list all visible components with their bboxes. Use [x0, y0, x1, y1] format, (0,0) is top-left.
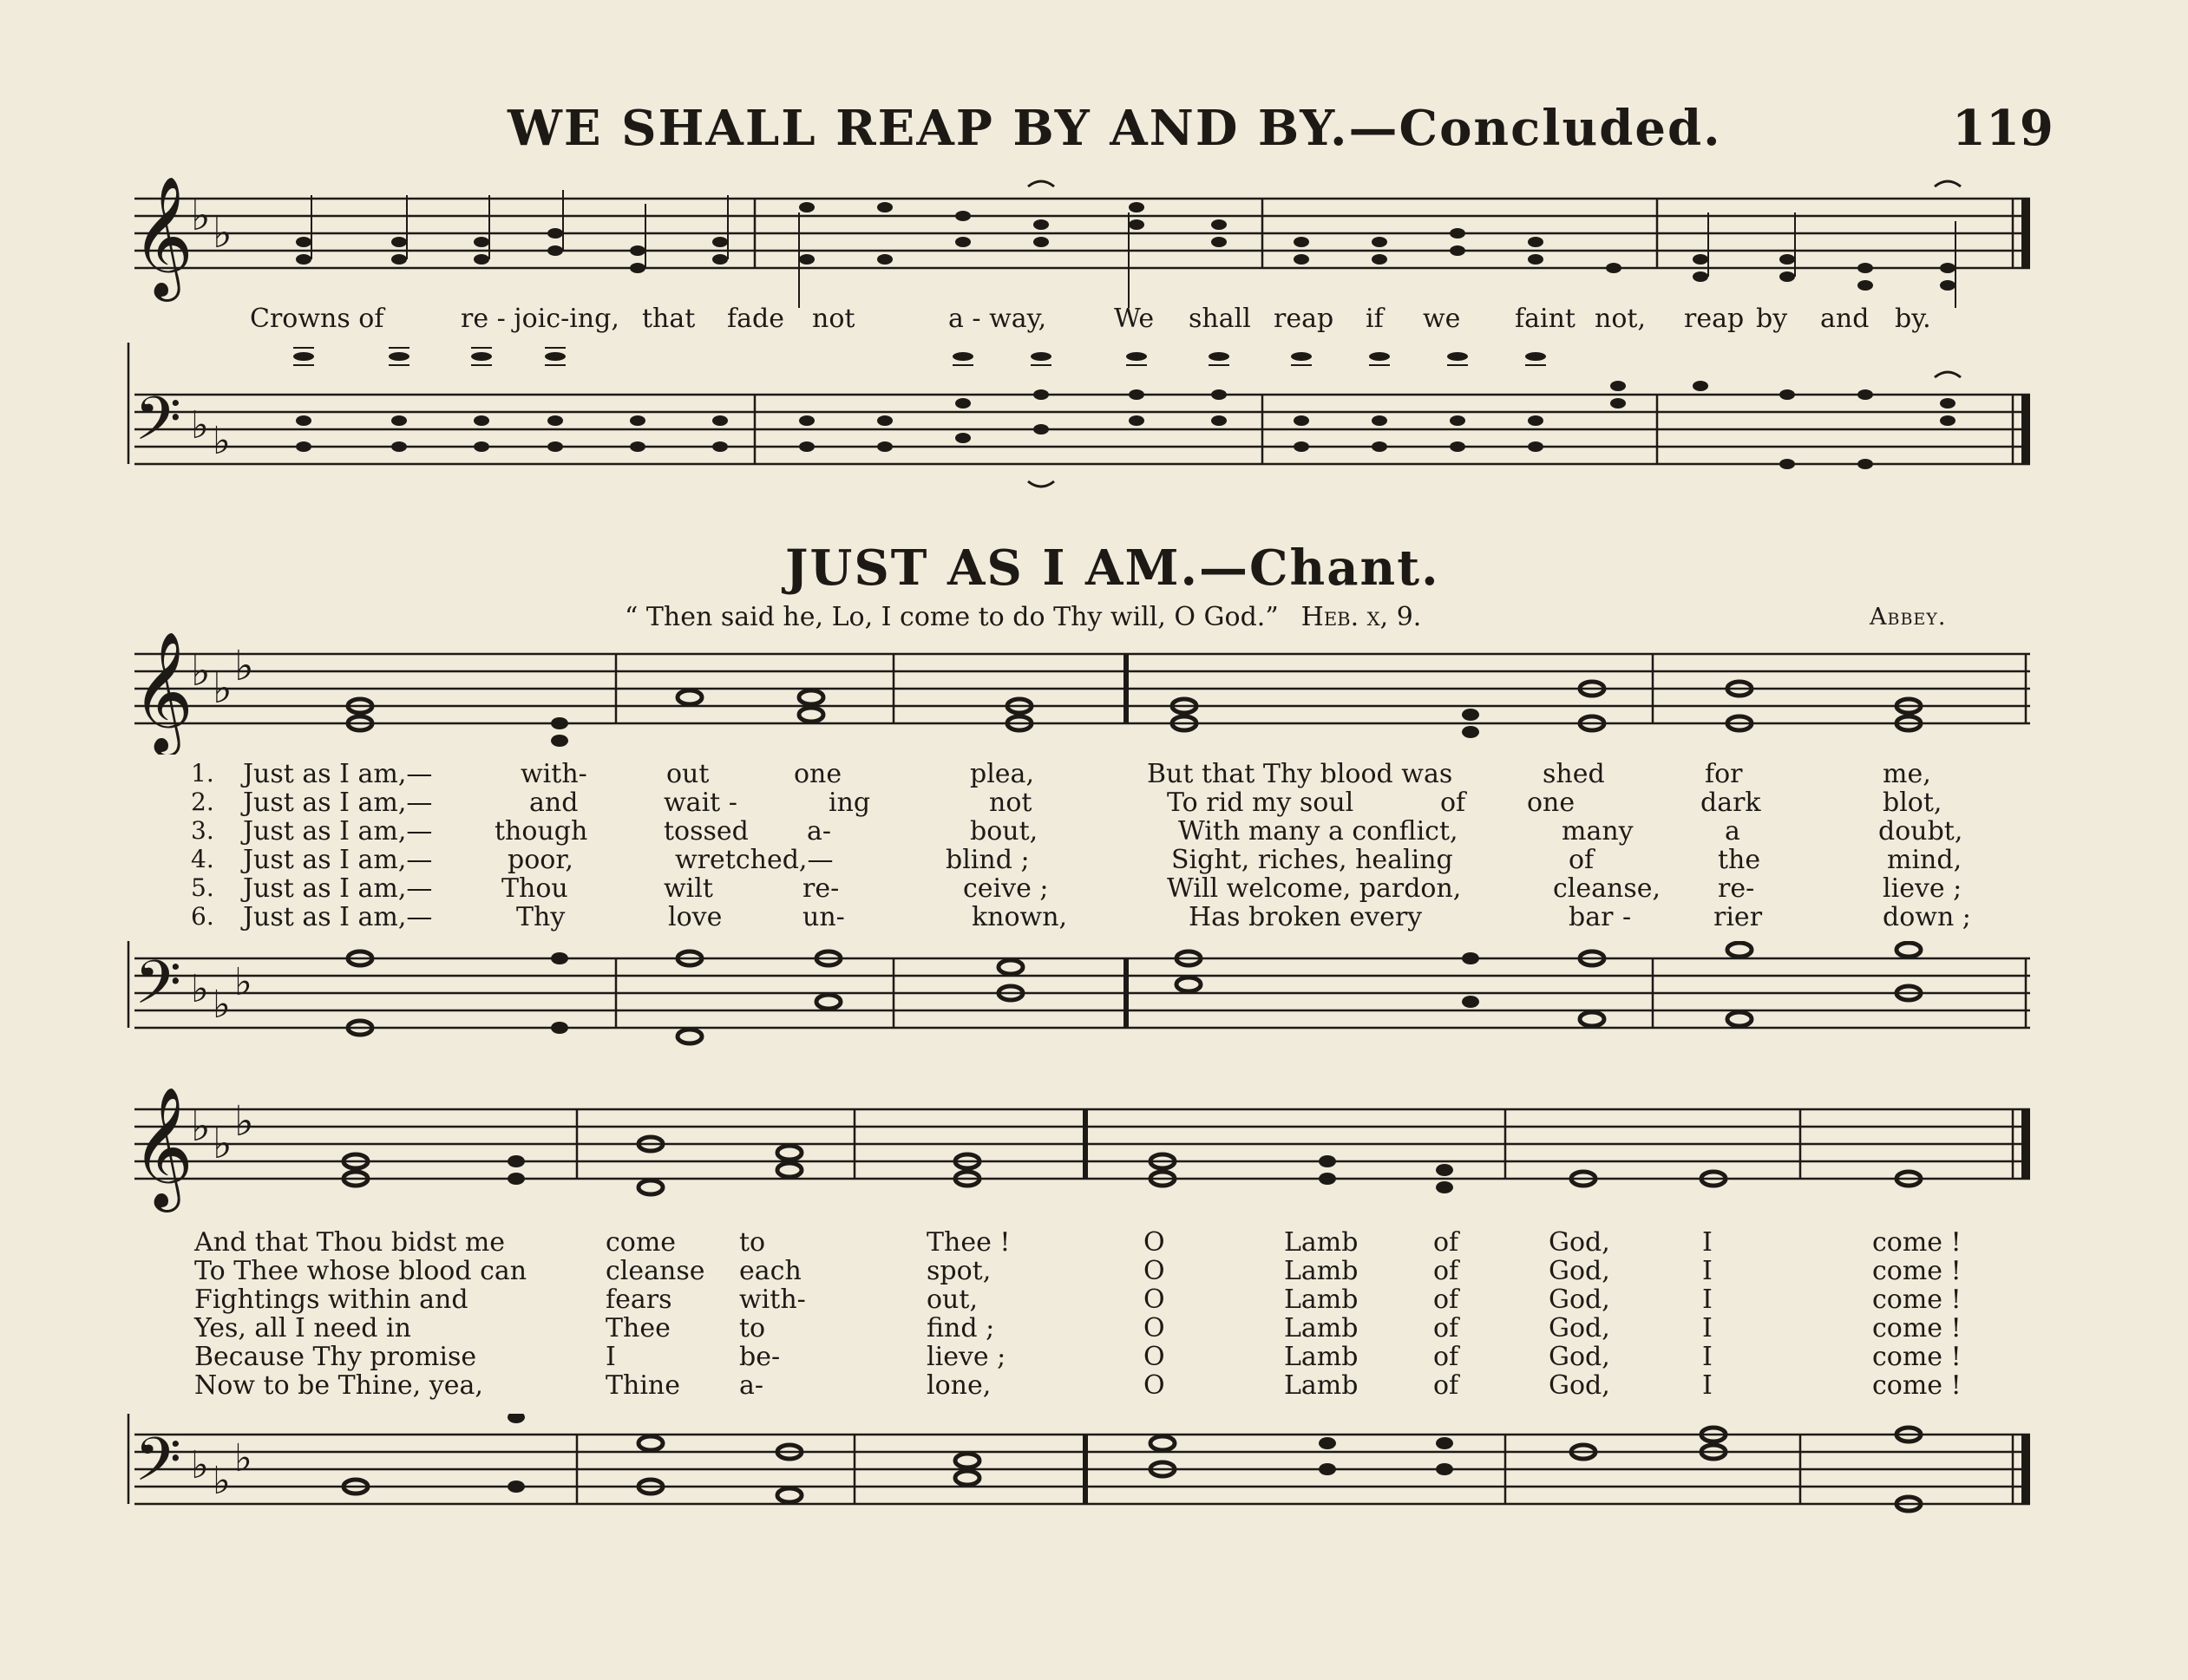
lyric-word: O	[1143, 1342, 1165, 1372]
lyric-word: Sight, riches, healing	[1171, 845, 1453, 875]
song2-system2-treble-staff	[121, 1088, 2047, 1227]
lyric-word: ing	[829, 788, 871, 818]
lyric-word: God,	[1549, 1370, 1610, 1401]
lyric-word: God,	[1549, 1313, 1610, 1343]
lyric-word: love	[668, 902, 723, 932]
lyric-word: mind,	[1887, 845, 1962, 875]
lyric-word: ceive ;	[963, 873, 1049, 904]
song1-lyric-word: we	[1423, 304, 1461, 334]
svg-text:𝄞: 𝄞	[132, 1088, 193, 1207]
lyric-word: down ;	[1883, 902, 1971, 932]
lyric-word: out	[666, 759, 710, 789]
svg-text:𝄢: 𝄢	[134, 947, 182, 1032]
song1-lyric-word: Crowns of	[250, 304, 384, 334]
lyric-word: out,	[927, 1285, 978, 1315]
svg-text:♭: ♭	[213, 983, 231, 1027]
lyric-word: Just as I am,—	[243, 845, 433, 875]
lyric-word: of	[1433, 1227, 1459, 1258]
lyric-word: Just as I am,—	[243, 759, 433, 789]
svg-text:𝄞: 𝄞	[132, 633, 193, 752]
svg-text:♭: ♭	[191, 1443, 209, 1487]
song1-lyric-word: not,	[1595, 304, 1646, 334]
lyric-word: To rid my soul	[1167, 788, 1354, 818]
lyric-word: plea,	[970, 759, 1034, 789]
lyric-word: un-	[802, 902, 845, 932]
lyric-word: come !	[1872, 1285, 1962, 1315]
lyric-word: Lamb	[1284, 1342, 1359, 1372]
song2-system1-treble-staff	[121, 633, 2047, 755]
lyric-word: tossed	[664, 816, 749, 847]
lyric-word: come !	[1872, 1227, 1962, 1258]
lyric-word: me,	[1883, 759, 1931, 789]
lyric-word: Has broken every	[1189, 902, 1423, 932]
lyric-word: come !	[1872, 1256, 1962, 1286]
song1-lyric-word: fade	[727, 304, 784, 334]
lyric-word: lieve ;	[927, 1342, 1006, 1372]
song-title-concluded: WE SHALL REAP BY AND BY.—Concluded.	[508, 100, 1722, 157]
lyric-word: lone,	[927, 1370, 992, 1401]
lyric-word: Lamb	[1284, 1227, 1359, 1258]
lyric-word: I	[1702, 1227, 1713, 1258]
lyric-word: And that Thou bidst me	[194, 1227, 506, 1258]
lyric-word: Lamb	[1284, 1313, 1359, 1343]
song1-lyric-word: reap	[1274, 304, 1334, 334]
lyric-word: O	[1143, 1256, 1165, 1286]
lyric-word: I	[606, 1342, 616, 1372]
lyric-word: wretched,—	[675, 845, 834, 875]
verse-number: 3.	[191, 816, 214, 845]
song1-lyric-word: We	[1114, 304, 1155, 334]
song1-lyric-word: a - way,	[948, 304, 1047, 334]
lyric-word: the	[1718, 845, 1761, 875]
lyric-word: of	[1433, 1256, 1459, 1286]
lyric-word: Lamb	[1284, 1370, 1359, 1401]
song1-lyric-word: faint	[1515, 304, 1575, 334]
verse-number: 1.	[191, 759, 214, 788]
song2-system2-bass-staff	[121, 1414, 2047, 1535]
song1-lyric-word: shall	[1189, 304, 1251, 334]
lyric-word: Now to be Thine, yea,	[194, 1370, 483, 1401]
lyric-word: poor,	[508, 845, 573, 875]
lyric-word: Fightings within and	[194, 1285, 468, 1315]
lyric-word: come	[606, 1227, 677, 1258]
lyric-word: Yes, all I need in	[194, 1313, 411, 1343]
lyric-word: one	[794, 759, 842, 789]
song1-lyric-word: reap	[1684, 304, 1745, 334]
lyric-word: -	[1622, 902, 1632, 932]
lyric-word: blot,	[1883, 788, 1942, 818]
lyric-word: of	[1433, 1313, 1459, 1343]
lyric-word: a-	[807, 816, 832, 847]
svg-text:𝄢: 𝄢	[134, 383, 182, 468]
verse-number: 5.	[191, 873, 214, 902]
lyric-word: Lamb	[1284, 1285, 1359, 1315]
lyric-word: come !	[1872, 1313, 1962, 1343]
lyric-word: O	[1143, 1370, 1165, 1401]
lyric-word: To Thee whose blood can	[194, 1256, 527, 1286]
lyric-word: spot,	[927, 1256, 992, 1286]
lyric-word: of	[1433, 1342, 1459, 1372]
lyric-word: of	[1440, 788, 1466, 818]
song1-lyric-word: by.	[1895, 304, 1931, 334]
lyric-word: Thee	[606, 1313, 671, 1343]
lyric-word: God,	[1549, 1342, 1610, 1372]
lyric-word: God,	[1549, 1227, 1610, 1258]
lyric-word: Just as I am,—	[243, 873, 433, 904]
lyric-word: known,	[972, 902, 1068, 932]
svg-text:♭: ♭	[191, 967, 209, 1011]
lyric-word: Because Thy promise	[194, 1342, 477, 1372]
lyric-word: a-	[739, 1370, 764, 1401]
lyric-word: to	[739, 1313, 766, 1343]
verse-number: 2.	[191, 788, 214, 816]
lyric-word: dark	[1700, 788, 1761, 818]
svg-text:♭: ♭	[213, 419, 231, 463]
lyric-word: cleanse	[606, 1256, 705, 1286]
scripture-quote	[625, 602, 1421, 632]
lyric-word: though	[495, 816, 588, 847]
svg-text:♭: ♭	[213, 664, 233, 713]
lyric-word: Thou	[501, 873, 568, 904]
lyric-word: come !	[1872, 1342, 1962, 1372]
song2-system1-bass-staff	[121, 941, 2047, 1054]
scripture-reference: Heb. x, 9.	[1300, 602, 1422, 632]
lyric-word: re-	[1718, 873, 1755, 904]
svg-text:♭: ♭	[191, 647, 211, 696]
song1-lyric-word: if	[1366, 304, 1384, 334]
lyric-word: rier	[1713, 902, 1763, 932]
svg-text:♭: ♭	[213, 209, 233, 258]
svg-text:♭: ♭	[191, 1102, 211, 1151]
verse-number: 4.	[191, 845, 214, 873]
system2-lyrics	[0, 1227, 2188, 1409]
lyric-word: I	[1702, 1342, 1713, 1372]
lyric-word: Thine	[606, 1370, 681, 1401]
lyric-word: of	[1433, 1370, 1459, 1401]
lyric-word: Will welcome, pardon,	[1167, 873, 1462, 904]
svg-text:♭: ♭	[234, 642, 254, 690]
lyric-word: doubt,	[1878, 816, 1963, 847]
lyric-word: Lamb	[1284, 1256, 1359, 1286]
lyric-word: not	[989, 788, 1032, 818]
song1-lyric-word: by	[1756, 304, 1788, 334]
lyric-word: wilt	[664, 873, 713, 904]
svg-text:♭: ♭	[213, 1120, 233, 1168]
lyric-word: I	[1702, 1285, 1713, 1315]
lyric-word: But that Thy blood was	[1147, 759, 1453, 789]
lyric-word: come !	[1872, 1370, 1962, 1401]
lyric-word: Just as I am,—	[243, 902, 433, 932]
lyric-word: and	[529, 788, 579, 818]
lyric-word: with-	[521, 759, 587, 789]
verse-number: 6.	[191, 902, 214, 931]
lyric-word: each	[739, 1256, 802, 1286]
song2-title: JUST AS I AM.—Chant.	[785, 539, 1440, 597]
lyric-word: I	[1702, 1370, 1713, 1401]
page-header	[0, 100, 2188, 160]
lyric-word: I	[1702, 1256, 1713, 1286]
song1-lyrics	[250, 304, 2011, 342]
lyric-word: a	[1725, 816, 1740, 847]
song1-bass-staff	[121, 343, 2047, 516]
lyric-word: fears	[606, 1285, 672, 1315]
lyric-word: bout,	[970, 816, 1038, 847]
svg-text:♭: ♭	[234, 960, 252, 1004]
lyric-word: I	[1702, 1313, 1713, 1343]
lyric-word: lieve ;	[1883, 873, 1962, 904]
lyric-word: re-	[802, 873, 840, 904]
quote-text: “ Then said he, Lo, I come to do Thy will, O God.”	[625, 602, 1279, 632]
svg-text:♭: ♭	[234, 1436, 252, 1481]
lyric-word: cleanse,	[1553, 873, 1661, 904]
song1-treble-staff	[121, 178, 2047, 317]
composer-name: Abbey.	[1870, 604, 1947, 631]
lyric-word: Thy	[516, 902, 566, 932]
lyric-word: Just as I am,—	[243, 816, 433, 847]
lyric-word: O	[1143, 1285, 1165, 1315]
lyric-word: to	[739, 1227, 766, 1258]
lyric-word: wait -	[664, 788, 737, 818]
lyric-word: God,	[1549, 1256, 1610, 1286]
lyric-word: many	[1562, 816, 1634, 847]
lyric-word: O	[1143, 1313, 1165, 1343]
svg-text:♭: ♭	[234, 1097, 254, 1146]
lyric-word: Just as I am,—	[243, 788, 433, 818]
lyric-word: be-	[739, 1342, 781, 1372]
song1-lyric-word: not	[812, 304, 855, 334]
lyric-word: with-	[739, 1285, 806, 1315]
page-number: 119	[1952, 100, 2054, 157]
lyric-word: blind ;	[946, 845, 1030, 875]
lyric-word: bar	[1569, 902, 1614, 932]
lyric-word: find ;	[927, 1313, 995, 1343]
svg-text:𝄢: 𝄢	[134, 1424, 182, 1509]
song1-lyric-word: that	[642, 304, 696, 334]
svg-text:𝄞: 𝄞	[132, 178, 193, 297]
song1-lyric-word: re - joic-ing,	[461, 304, 619, 334]
lyric-word: God,	[1549, 1285, 1610, 1315]
lyric-word: one	[1527, 788, 1575, 818]
lyric-word: of	[1433, 1285, 1459, 1315]
lyric-word: for	[1705, 759, 1743, 789]
system1-lyrics	[0, 759, 2188, 932]
svg-text:♭: ♭	[191, 403, 209, 448]
lyric-word: Thee !	[927, 1227, 1011, 1258]
svg-text:♭: ♭	[191, 192, 211, 240]
lyric-word: With many a conflict,	[1178, 816, 1458, 847]
lyric-word: O	[1143, 1227, 1165, 1258]
svg-text:♭: ♭	[213, 1459, 231, 1503]
song1-lyric-word: and	[1820, 304, 1870, 334]
lyric-word: of	[1569, 845, 1595, 875]
lyric-word: shed	[1543, 759, 1605, 789]
